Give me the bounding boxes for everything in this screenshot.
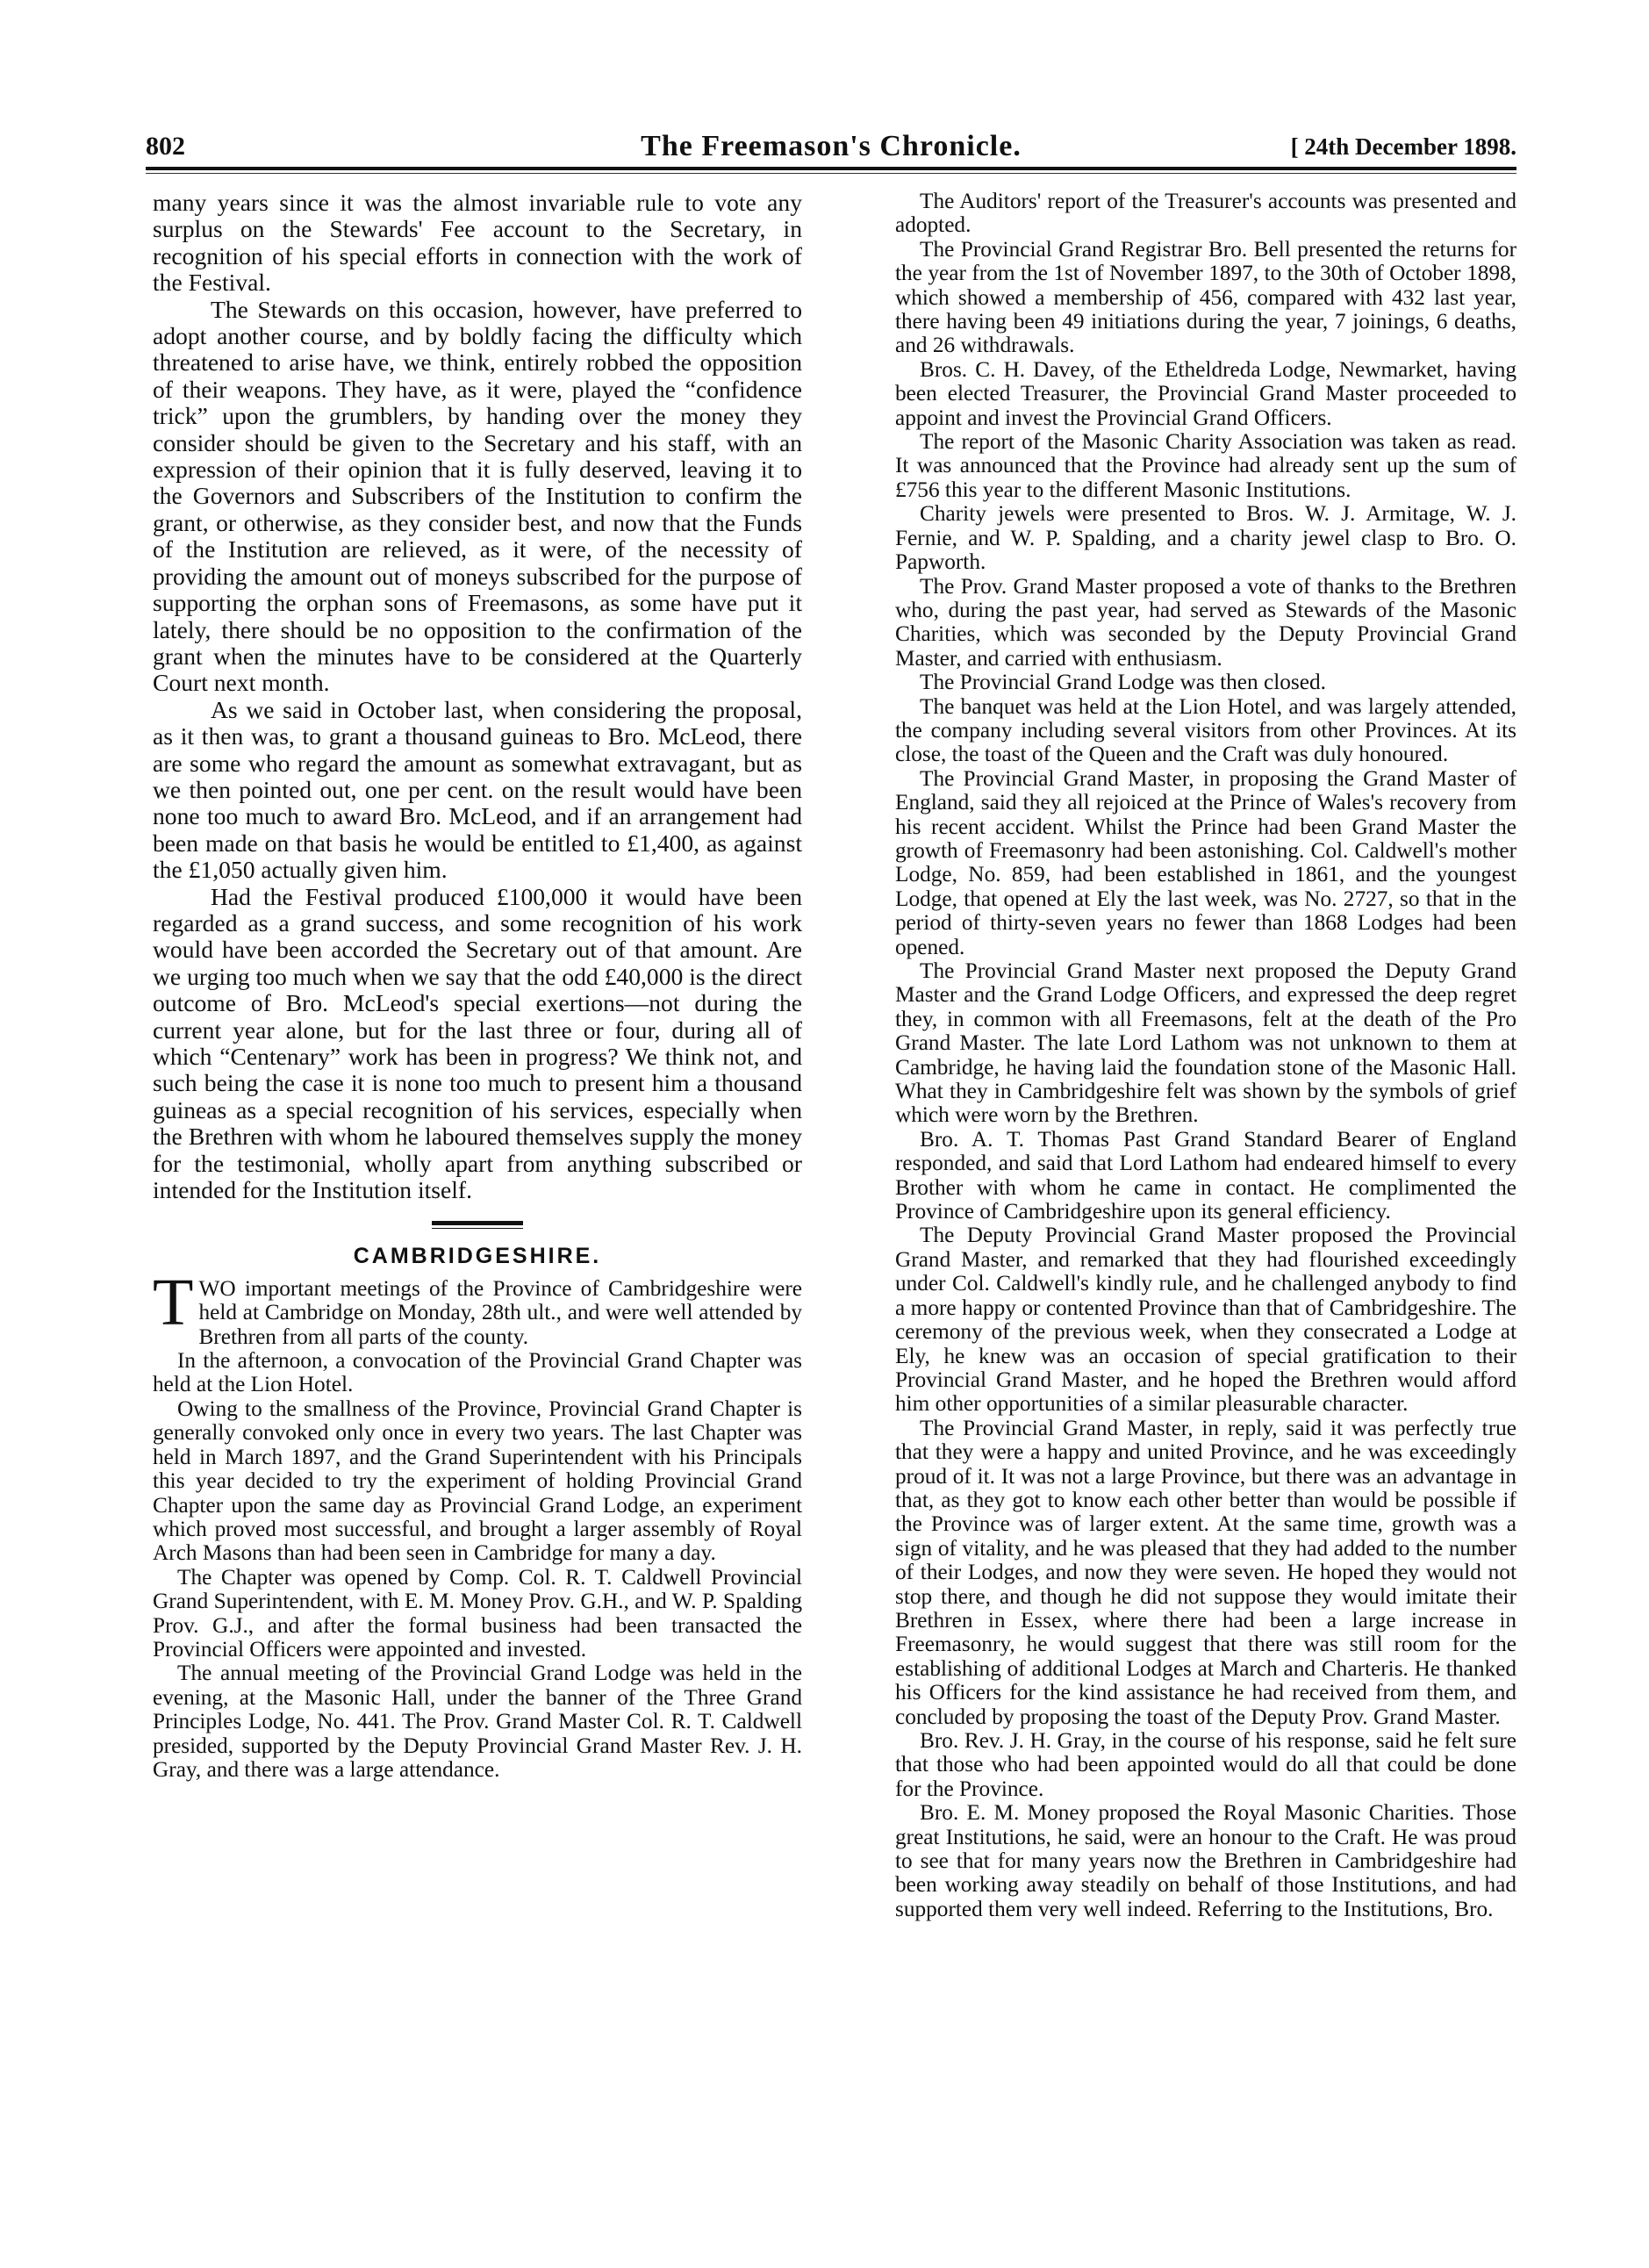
article-paragraph: The report of the Masonic Charity Association was taken as read. It was announced that the Province had already sent up the sum of £756 this year to the different Masonic Institutions. — [895, 429, 1516, 502]
article-paragraph — [153, 1265, 802, 1349]
section-heading: CAMBRIDGESHIRE. — [353, 1244, 602, 1269]
article-paragraph: Bro. A. T. Thomas Past Grand Standard Bearer of England responded, and said that Lord Lathom had endeared himself to every Brother with whom he came in contact. He complimented the Province of Cambridgeshire upon its general efficiency. — [895, 1126, 1516, 1224]
section-divider — [432, 1221, 523, 1229]
article-paragraph: Had the Festival produced £100,000 it would have been regarded as a grand success, and some recognition of his work would have been accorded the Secretary out of that amount. Are we urging too much when we say that the odd £40,000 is the direct outcome of Bro. McLeod's special exertions—not during the current year alone, but for the last three or four, during all of which “Centenary” work has been in progress? We think not, and such being the case it is none too much to present him a thousand guineas as a special recognition of his services, especially when the Brethren with whom he laboured themselves supply the money for the testimonial, wholly apart from anything subscribed or intended for the Institution itself. — [153, 882, 802, 1204]
article-paragraph: Charity jewels were presented to Bros. W. J. Armitage, W. J. Fernie, and W. P. Spalding, and a charity jewel clasp to Bro. O. Papworth. — [895, 501, 1516, 575]
page-number: 802 — [146, 132, 185, 161]
article-paragraph: In the afternoon, a convocation of the Provincial Grand Chapter was held at the Lion Hotel. — [153, 1348, 802, 1397]
right-column — [895, 190, 1516, 1921]
lead-word: WO — [198, 1275, 236, 1301]
header-rule-thin — [146, 173, 1516, 174]
article-paragraph: The Provincial Grand Master, in reply, said it was perfectly true that they were a happy and united Province, and he was exceedingly proud of it. It was not a large Province, but there was an advantage in that, as they got to know each other better than would be possible if the Province was of larger extent. At the same time, growth was a sign of vitality, and he was pleased that they had added to the number of their Lodges, and now they were seven. He hoped they would not stop there, and though he did not suppose they would imitate their Brethren in Essex, where there had been a large increase in Freemasonry, he would suggest that there was still room for the establishing of additional Lodges at March and Charteris. He thanked his Officers for the kind assistance he had received from them, and concluded by proposing the toast of the Deputy Prov. Grand Master. — [895, 1415, 1516, 1729]
article-paragraph: The annual meeting of the Provincial Grand Lodge was held in the evening, at the Masonic Hall, under the banner of the Three Grand Principles Lodge, No. 441. The Prov. Grand Master Col. R. T. Caldwell presided, supported by the Deputy Provincial Grand Master Rev. J. H. Gray, and there was a large attendance. — [153, 1661, 802, 1782]
page-header — [146, 132, 1516, 163]
article-paragraph: The Stewards on this occasion, however, have preferred to adopt another course, and by boldly facing the difficulty which threatened to arise have, we think, entirely robbed the opposition of their weapons. They have, as it were, played the “confidence trick” upon the grumblers, by handing over the money they consider should be given to the Secretary and his staff, with an expression of their opinion that it is fully deserved, leaving it to the Governors and Subscribers of the Institution to confirm the grant, or otherwise, as they consider best, and now that the Funds of the Institution are relieved, as it were, of the necessity of providing the amount out of moneys subscribed for the purpose of supporting the orphan sons of Freemasons, as some have put it lately, there should be no opposition to the confirmation of the grant when the minutes have to be considered at the Quarterly Court next month. — [153, 295, 802, 697]
left-column — [153, 190, 802, 1782]
article-paragraph: The Auditors' report of the Treasurer's accounts was presented and adopted. — [895, 189, 1516, 238]
article-paragraph: Bro. E. M. Money proposed the Royal Masonic Charities. Those great Institutions, he said, were an honour to the Craft. He was proud to see that for many years now the Brethren in Cambridgeshire had been working away steadily on behalf of those Institutions, and had supported them very well indeed. Referring to the Institutions, Bro. — [895, 1800, 1516, 1921]
article-paragraph: Owing to the smallness of the Province, Provincial Grand Chapter is generally convoked only once in every two years. The last Chapter was held in March 1897, and the Grand Superintendent with his Principals this year decided to try the experiment of holding Provincial Grand Chapter upon the same day as Provincial Grand Lodge, an experiment which proved most successful, and brought a larger assembly of Royal Arch Masons than had been seen in Cambridge for many a day. — [153, 1396, 802, 1566]
issue-date: [ 24th December 1898. — [1290, 133, 1516, 160]
lead-text: important meetings of the Province of Cambridgeshire were held at Cambridge on Monday, 28th ult., and were well attended by Brethren from all parts of the county. — [198, 1275, 802, 1349]
article-paragraph: The Deputy Provincial Grand Master proposed the Provincial Grand Master, and remarked that they had flourished exceedingly under Col. Caldwell's kindly rule, and he challenged anybody to find a more happy or contented Province than that of Cambridgeshire. The ceremony of the previous week, when they consecrated a Lodge at Ely, he knew was an occasion of special gratification to their Provincial Grand Master, and he hoped the Brethren would afford him other opportunities of a similar pleasurable character. — [895, 1223, 1516, 1417]
article-paragraph: The banquet was held at the Lion Hotel, and was largely attended, the company including several visitors from other Provinces. At its close, the toast of the Queen and the Craft was duly honoured. — [895, 693, 1516, 767]
article-paragraph: The Provincial Grand Master next proposed the Deputy Grand Master and the Grand Lodge Officers, and expressed the deep regret they, in common with all Freemasons, felt at the death of the Pro Grand Master. The late Lord Lathom was not unknown to them at Cambridge, he having laid the foundation stone of the Masonic Hall. What they in Cambridgeshire felt was shown by the symbols of grief which were worn by the Brethren. — [895, 958, 1516, 1128]
article-paragraph: many years since it was the almost invariable rule to vote any surplus on the Stewards' Fee account to the Secretary, in recognition of his special efforts in connection with the work of the Festival. — [153, 189, 802, 297]
article-paragraph: Bros. C. H. Davey, of the Etheldreda Lodge, Newmarket, having been elected Treasurer, the Provincial Grand Master proceeded to appoint and invest the Provincial Grand Officers. — [895, 356, 1516, 430]
cambridgeshire-article — [153, 1265, 802, 1783]
article-paragraph: Bro. Rev. J. H. Gray, in the course of his response, said he felt sure that those who had been appointed would do all that could be done for the Province. — [895, 1728, 1516, 1801]
header-rule — [146, 167, 1516, 170]
article-paragraph: The Chapter was opened by Comp. Col. R. T. Caldwell Provincial Grand Superintendent, with E. M. Money Prov. G.H., and W. P. Spalding Prov. G.J., and after the formal business had been transacted the Provincial Officers were appointed and invested. — [153, 1564, 802, 1662]
article-paragraph: The Provincial Grand Registrar Bro. Bell presented the returns for the year from the 1st of November 1897, to the 30th of October 1898, which showed a membership of 456, compared with 432 last year, there having been 49 initiations during the year, 7 joinings, 6 deaths, and 26 withdrawals. — [895, 236, 1516, 358]
article-paragraph: As we said in October last, when considering the proposal, as it then was, to grant a thousand guineas to Bro. McLeod, there are some who regard the amount as somewhat extravagant, but as we then pointed out, one per cent. on the result would have been none too much to award Bro. McLeod, and if an arrangement had been made on that basis he would be entitled to £1,400, as against the £1,050 actually given him. — [153, 695, 802, 884]
article-paragraph: The Prov. Grand Master proposed a vote of thanks to the Brethren who, during the past year, had served as Stewards of the Masonic Charities, which was seconded by the Deputy Provincial Grand Master, and carried with enthusiasm. — [895, 573, 1516, 671]
article-paragraph: The Provincial Grand Lodge was then closed. — [920, 670, 1326, 695]
drop-cap: T — [153, 1265, 194, 1339]
article-paragraph: The Provincial Grand Master, in proposing the Grand Master of England, said they all rejoiced at the Prince of Wales's recovery from his recent accident. Whilst the Prince had been Grand Master the growth of Freemasonry had been astonishing. Col. Caldwell's mother Lodge, No. 859, had been established in 1861, and the youngest Lodge, that opened at Ely the last week, was No. 2727, so that in the period of thirty-seven years no fewer than 1868 Lodges had been opened. — [895, 765, 1516, 959]
publication-title: The Freemason's Chronicle. — [641, 130, 1022, 162]
